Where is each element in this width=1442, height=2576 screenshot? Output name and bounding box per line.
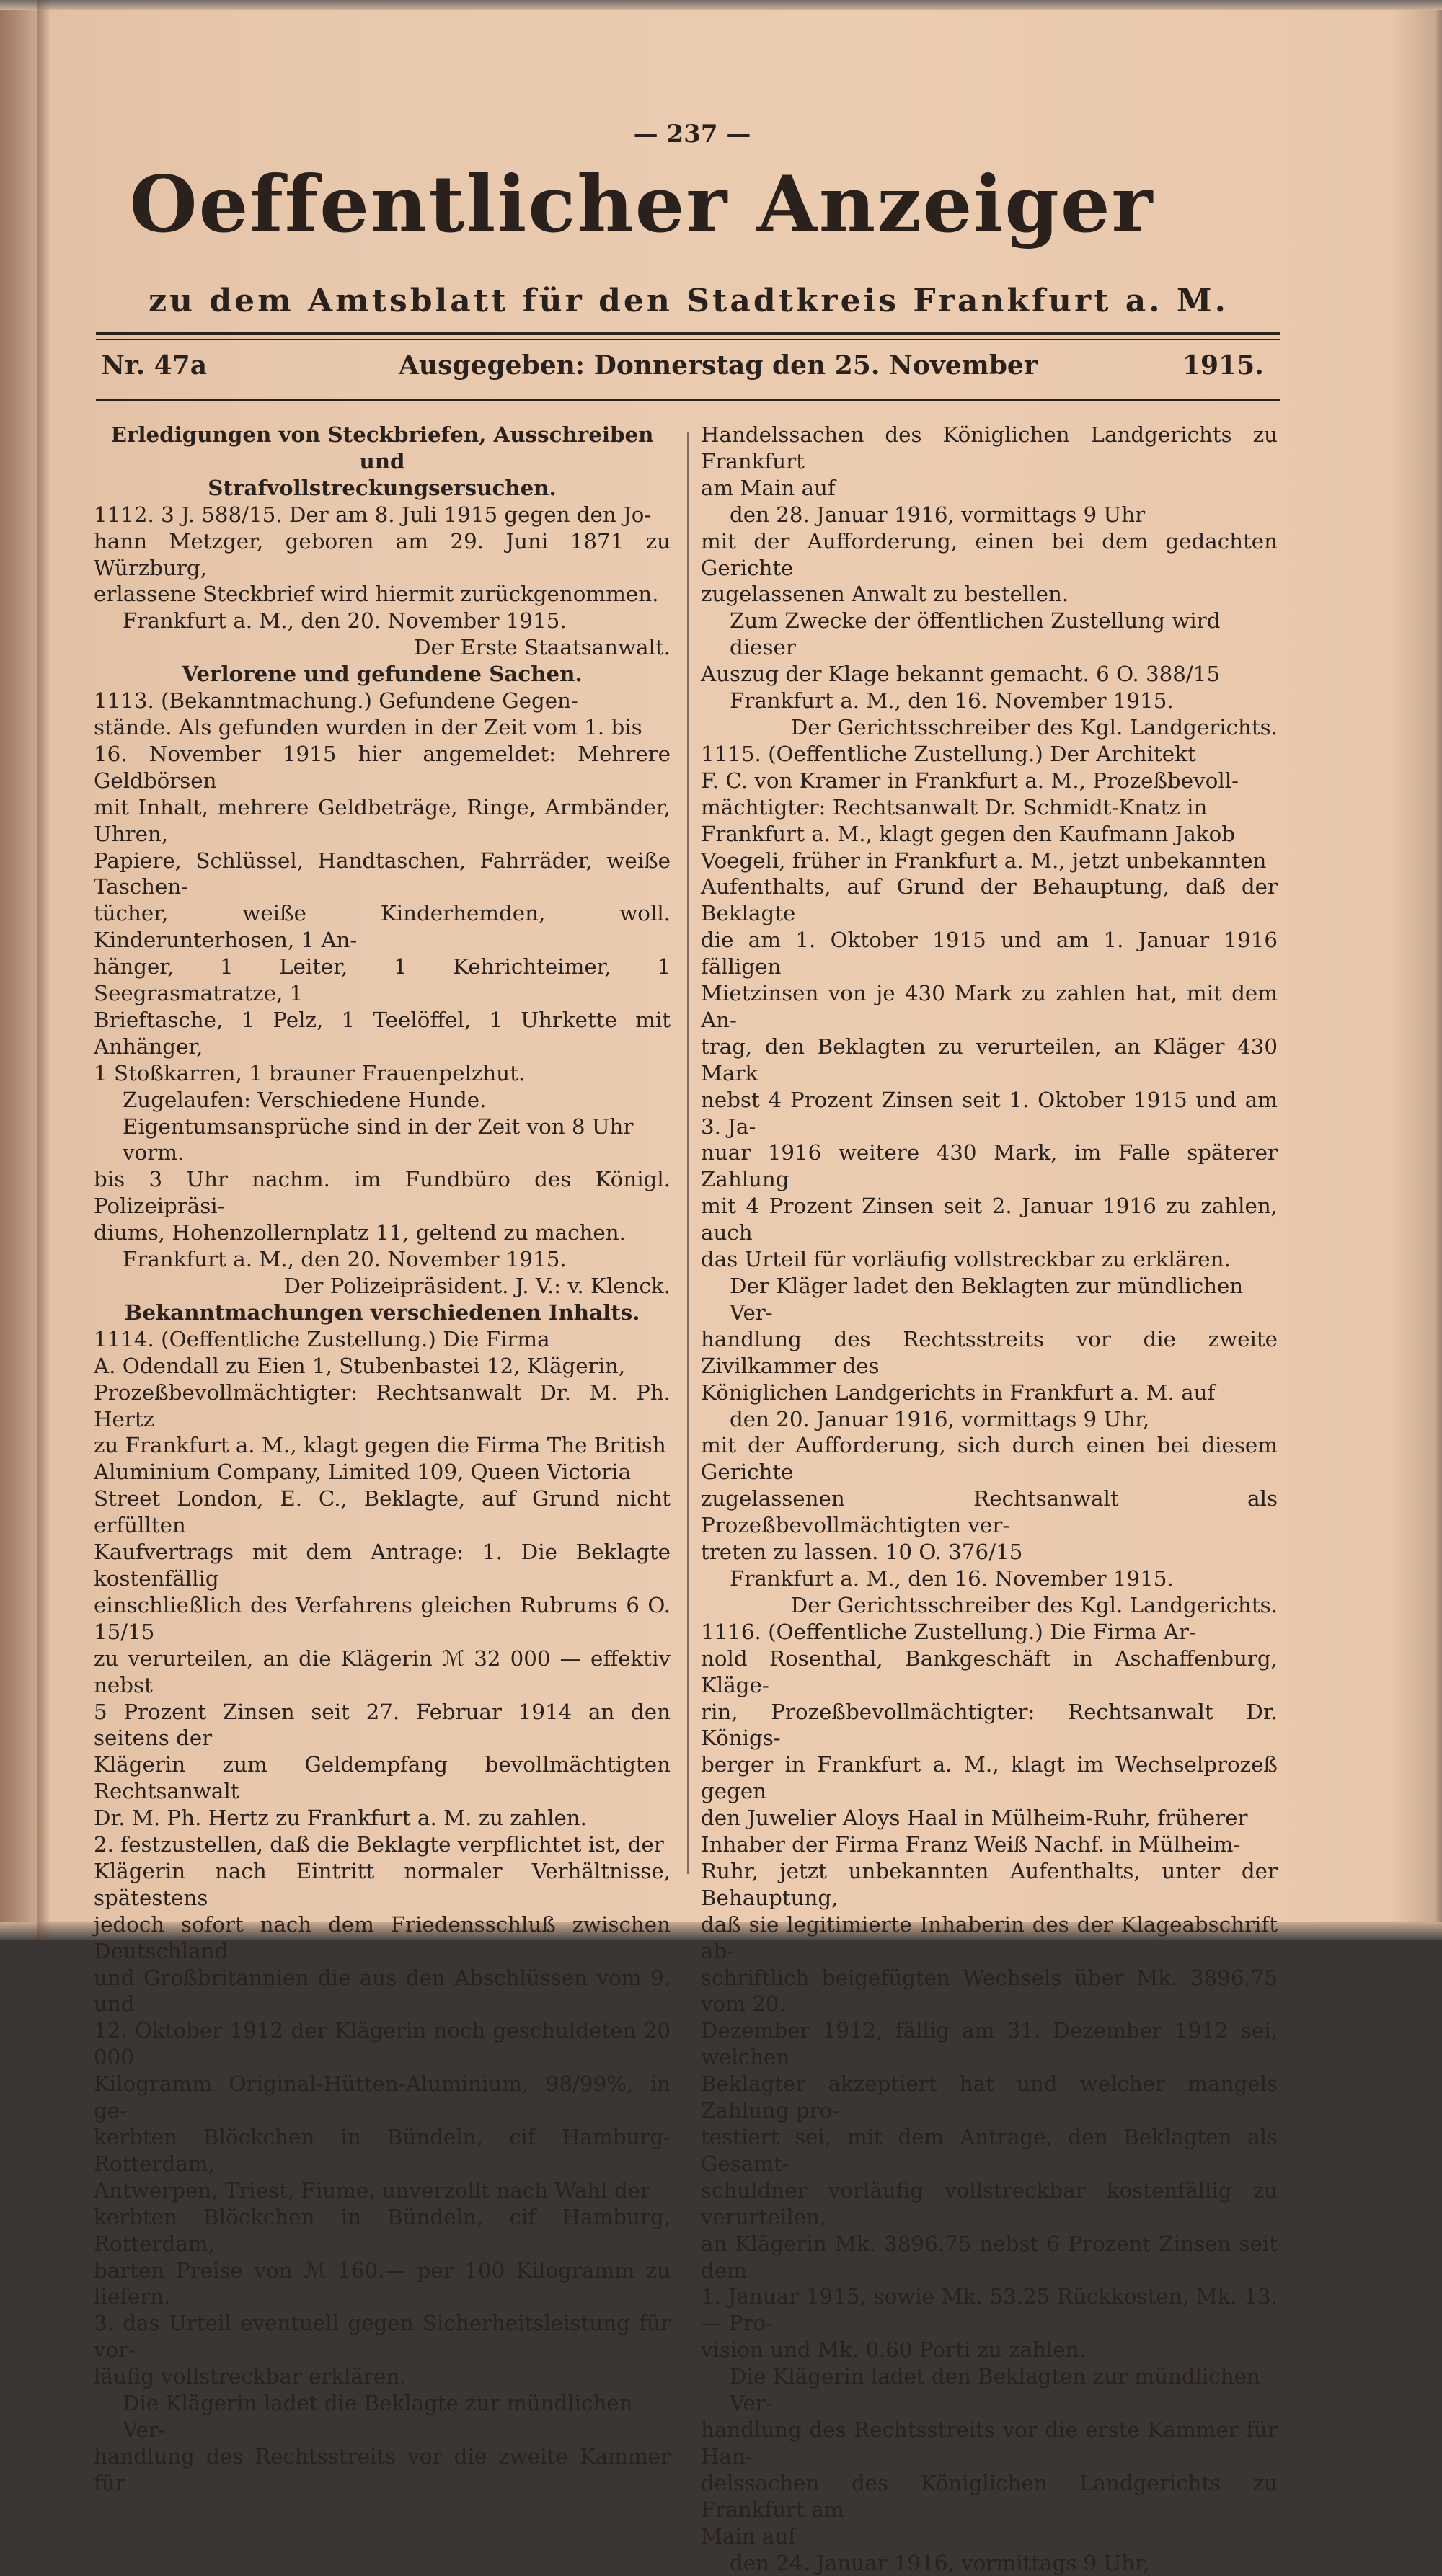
- page-number: — 237 —: [613, 120, 771, 148]
- text-line: A. Odendall zu Eien 1, Stubenbastei 12, Klägerin,: [94, 1353, 671, 1380]
- text-line: hänger, 1 Leiter, 1 Kehrichteimer, 1 Seegrasmatratze, 1: [94, 954, 671, 1007]
- text-line: Frankfurt a. M., den 16. November 1915.: [701, 1565, 1278, 1592]
- text-line: nebst 4 Prozent Zinsen seit 1. Oktober 1915 und am 3. Ja-: [701, 1087, 1278, 1140]
- text-line: den 20. Januar 1916, vormittags 9 Uhr,: [701, 1406, 1278, 1433]
- text-line: Die Klägerin ladet den Beklagten zur mündlichen Ver-: [701, 2363, 1278, 2417]
- text-line: handlung des Rechtsstreits vor die zweite Zivilkammer des: [701, 1326, 1278, 1380]
- text-line: den 28. Januar 1916, vormittags 9 Uhr: [701, 502, 1278, 528]
- text-line: Verlorene und gefundene Sachen.: [94, 661, 671, 688]
- text-line: Main auf: [701, 2523, 1278, 2550]
- text-line: Voegeli, früher in Frankfurt a. M., jetzt unbekannten: [701, 848, 1278, 874]
- masthead-title: Oeffentlicher Anzeiger: [123, 162, 1161, 248]
- text-line: diums, Hohenzollernplatz 11, geltend zu machen.: [94, 1220, 671, 1246]
- text-line: Brieftasche, 1 Pelz, 1 Teelöffel, 1 Uhrkette mit Anhänger,: [94, 1007, 671, 1060]
- text-line: schriftlich beigefügten Wechsels über Mk. 3896.75 vom 20.: [701, 1965, 1278, 2018]
- text-line: Der Gerichtsschreiber des Kgl. Landgerichts.: [701, 1592, 1278, 1619]
- text-line: 1115. (Oeffentliche Zustellung.) Der Architekt: [701, 741, 1278, 768]
- text-line: Street London, E. C., Beklagte, auf Grund nicht erfüllten: [94, 1485, 671, 1539]
- text-line: Beklagter akzeptiert hat und welcher mangels Zahlung pro-: [701, 2071, 1278, 2124]
- text-line: handlung des Rechtsstreits vor die erste Kammer für Han-: [701, 2417, 1278, 2470]
- text-line: Antwerpen, Triest, Fiume, unverzollt nach Wahl der: [94, 2177, 671, 2204]
- text-line: Kaufvertrags mit dem Antrage: 1. Die Beklagte kostenfällig: [94, 1539, 671, 1592]
- text-line: erlassene Steckbrief wird hiermit zurückgenommen.: [94, 581, 671, 608]
- text-line: mit der Aufforderung, sich durch einen bei diesem Gerichte: [701, 1432, 1278, 1485]
- text-line: Erledigungen von Steckbriefen, Ausschreiben und: [94, 422, 671, 475]
- right-column: [701, 422, 1278, 2576]
- text-line: Kilogramm Original-Hütten-Aluminium, 98/99%, in ge-: [94, 2071, 671, 2124]
- text-line: den Juwelier Aloys Haal in Mülheim-Ruhr, früherer: [701, 1805, 1278, 1831]
- text-line: testiert sei, mit dem Antrage, den Beklagten als Gesamt-: [701, 2124, 1278, 2177]
- text-line: zugelassenen Anwalt zu bestellen.: [701, 581, 1278, 608]
- text-line: delssachen des Königlichen Landgerichts zu Frankfurt am: [701, 2470, 1278, 2523]
- column-divider: [687, 432, 689, 1874]
- text-line: an Klägerin Mk. 3896.75 nebst 6 Prozent Zinsen seit dem: [701, 2231, 1278, 2284]
- text-line: Papiere, Schlüssel, Handtaschen, Fahrräder, weiße Taschen-: [94, 848, 671, 901]
- header-rule-top: [96, 332, 1280, 335]
- text-line: Königlichen Landgerichts in Frankfurt a. M. auf: [701, 1380, 1278, 1406]
- text-line: Auszug der Klage bekannt gemacht. 6 O. 388/15: [701, 661, 1278, 688]
- text-line: berger in Frankfurt a. M., klagt im Wechselprozeß gegen: [701, 1751, 1278, 1805]
- header-rule-top-thin: [96, 339, 1280, 340]
- text-line: Der Polizeipräsident. J. V.: v. Klenck.: [94, 1273, 671, 1300]
- text-line: 5 Prozent Zinsen seit 27. Februar 1914 an den seitens der: [94, 1699, 671, 1752]
- text-line: nold Rosenthal, Bankgeschäft in Aschaffenburg, Kläge-: [701, 1645, 1278, 1699]
- text-line: 1114. (Oeffentliche Zustellung.) Die Firma: [94, 1326, 671, 1353]
- text-line: mit der Aufforderung, einen bei dem gedachten Gerichte: [701, 528, 1278, 582]
- text-line: Frankfurt a. M., klagt gegen den Kaufmann Jakob: [701, 821, 1278, 848]
- scan-top-edge: [0, 0, 1442, 10]
- text-line: am Main auf: [701, 475, 1278, 502]
- left-column: [94, 422, 671, 2497]
- text-line: nuar 1916 weitere 430 Mark, im Falle späterer Zahlung: [701, 1140, 1278, 1193]
- text-line: Dezember 1912, fällig am 31. Dezember 1912 sei, welchen: [701, 2017, 1278, 2071]
- text-line: Dr. M. Ph. Hertz zu Frankfurt a. M. zu zahlen.: [94, 1805, 671, 1831]
- text-line: zu verurteilen, an die Klägerin ℳ 32 000 — effektiv nebst: [94, 1645, 671, 1699]
- text-line: die am 1. Oktober 1915 und am 1. Januar 1916 fälligen: [701, 927, 1278, 980]
- text-line: tücher, weiße Kinderhemden, woll. Kinderunterhosen, 1 An-: [94, 900, 671, 954]
- text-line: jedoch sofort nach dem Friedensschluß zwischen Deutschland: [94, 1911, 671, 1965]
- text-line: Inhaber der Firma Franz Weiß Nachf. in Mülheim-: [701, 1831, 1278, 1858]
- text-line: 1 Stoßkarren, 1 brauner Frauenpelzhut.: [94, 1060, 671, 1087]
- text-line: Aluminium Company, Limited 109, Queen Victoria: [94, 1459, 671, 1485]
- text-line: Mietzinsen von je 430 Mark zu zahlen hat, mit dem An-: [701, 980, 1278, 1034]
- issue-year: 1915.: [1182, 350, 1264, 381]
- text-line: zugelassenen Rechtsanwalt als Prozeßbevollmächtigten ver-: [701, 1485, 1278, 1539]
- text-line: vision und Mk. 0.60 Porti zu zahlen.: [701, 2337, 1278, 2363]
- text-line: Frankfurt a. M., den 20. November 1915.: [94, 608, 671, 634]
- text-line: handlung des Rechtsstreits vor die zweite Kammer für: [94, 2443, 671, 2497]
- text-line: 3. das Urteil eventuell gegen Sicherheitsleistung für vor-: [94, 2310, 671, 2363]
- text-line: Der Gerichtsschreiber des Kgl. Landgerichts.: [701, 714, 1278, 741]
- text-line: Zugelaufen: Verschiedene Hunde.: [94, 1087, 671, 1114]
- text-line: F. C. von Kramer in Frankfurt a. M., Prozeßbevoll-: [701, 768, 1278, 794]
- text-line: barten Preise von ℳ 160.— per 100 Kilogramm zu liefern.: [94, 2257, 671, 2311]
- text-line: Bekanntmachungen verschiedenen Inhalts.: [94, 1300, 671, 1326]
- text-line: 1. Januar 1915, sowie Mk. 53.25 Rückkosten, Mk. 13.— Pro-: [701, 2283, 1278, 2337]
- text-line: Der Kläger ladet den Beklagten zur mündlichen Ver-: [701, 1273, 1278, 1326]
- page-fold-shadow: [37, 0, 50, 1940]
- text-line: trag, den Beklagten zu verurteilen, an Kläger 430 Mark: [701, 1034, 1278, 1087]
- masthead-subtitle: zu dem Amtsblatt für den Stadtkreis Frankfurt a. M.: [97, 283, 1280, 319]
- text-line: mächtigter: Rechtsanwalt Dr. Schmidt-Knatz in: [701, 794, 1278, 821]
- text-line: läufig vollstreckbar erklären.: [94, 2363, 671, 2390]
- text-line: Frankfurt a. M., den 16. November 1915.: [701, 688, 1278, 714]
- issue-date: Ausgegeben: Donnerstag den 25. November: [399, 350, 1038, 381]
- text-line: zu Frankfurt a. M., klagt gegen die Firma The British: [94, 1432, 671, 1459]
- text-line: das Urteil für vorläufig vollstreckbar zu erklären.: [701, 1246, 1278, 1273]
- text-line: 2. festzustellen, daß die Beklagte verpflichtet ist, der: [94, 1831, 671, 1858]
- text-line: bis 3 Uhr nachm. im Fundbüro des Königl. Polizeipräsi-: [94, 1166, 671, 1220]
- text-line: und Großbritannien die aus den Abschlüssen vom 9. und: [94, 1965, 671, 2018]
- text-line: Prozeßbevollmächtigter: Rechtsanwalt Dr. M. Ph. Hertz: [94, 1380, 671, 1433]
- text-line: mit 4 Prozent Zinsen seit 2. Januar 1916 zu zahlen, auch: [701, 1193, 1278, 1246]
- text-line: Eigentumsansprüche sind in der Zeit von 8 Uhr vorm.: [94, 1114, 671, 1167]
- text-line: Die Klägerin ladet die Beklagte zur mündlichen Ver-: [94, 2390, 671, 2443]
- text-line: daß sie legitimierte Inhaberin des der Klageabschrift ab-: [701, 1911, 1278, 1965]
- header-rule-bottom: [96, 399, 1280, 401]
- issue-number: Nr. 47a: [101, 350, 207, 381]
- text-line: Klägerin nach Eintritt normaler Verhältnisse, spätestens: [94, 1858, 671, 1911]
- text-line: Ruhr, jetzt unbekannten Aufenthalts, unter der Behauptung,: [701, 1858, 1278, 1911]
- text-line: Strafvollstreckungsersuchen.: [94, 475, 671, 502]
- text-line: 1112. 3 J. 588/15. Der am 8. Juli 1915 gegen den Jo-: [94, 502, 671, 528]
- text-line: kerbten Blöckchen in Bündeln, cif Hamburg-Rotterdam,: [94, 2124, 671, 2177]
- text-line: Der Erste Staatsanwalt.: [94, 634, 671, 661]
- text-line: schuldner vorläufig vollstreckbar kostenfällig zu verurteilen,: [701, 2177, 1278, 2231]
- text-line: Klägerin zum Geldempfang bevollmächtigten Rechtsanwalt: [94, 1751, 671, 1805]
- text-line: stände. Als gefunden wurden in der Zeit vom 1. bis: [94, 714, 671, 741]
- text-line: einschließlich des Verfahrens gleichen Rubrums 6 O. 15/15: [94, 1592, 671, 1645]
- text-line: Handelssachen des Königlichen Landgerichts zu Frankfurt: [701, 422, 1278, 475]
- text-line: 16. November 1915 hier angemeldet: Mehrere Geldbörsen: [94, 741, 671, 794]
- text-line: mit Inhalt, mehrere Geldbeträge, Ringe, Armbänder, Uhren,: [94, 794, 671, 848]
- text-line: treten zu lassen. 10 O. 376/15: [701, 1539, 1278, 1565]
- text-line: Frankfurt a. M., den 20. November 1915.: [94, 1246, 671, 1273]
- text-line: den 24. Januar 1916, vormittags 9 Uhr,: [701, 2550, 1278, 2576]
- text-line: kerbten Blöckchen in Bündeln, cif Hamburg, Rotterdam,: [94, 2204, 671, 2257]
- text-line: rin, Prozeßbevollmächtigter: Rechtsanwalt Dr. Königs-: [701, 1699, 1278, 1752]
- text-line: 1113. (Bekanntmachung.) Gefundene Gegen-: [94, 688, 671, 714]
- text-line: hann Metzger, geboren am 29. Juni 1871 zu Würzburg,: [94, 528, 671, 582]
- text-line: Zum Zwecke der öffentlichen Zustellung wird dieser: [701, 608, 1278, 661]
- text-line: 12. Oktober 1912 der Klägerin noch geschuldeten 20 000: [94, 2017, 671, 2071]
- text-line: Aufenthalts, auf Grund der Behauptung, daß der Beklagte: [701, 874, 1278, 927]
- text-line: 1116. (Oeffentliche Zustellung.) Die Firma Ar-: [701, 1619, 1278, 1645]
